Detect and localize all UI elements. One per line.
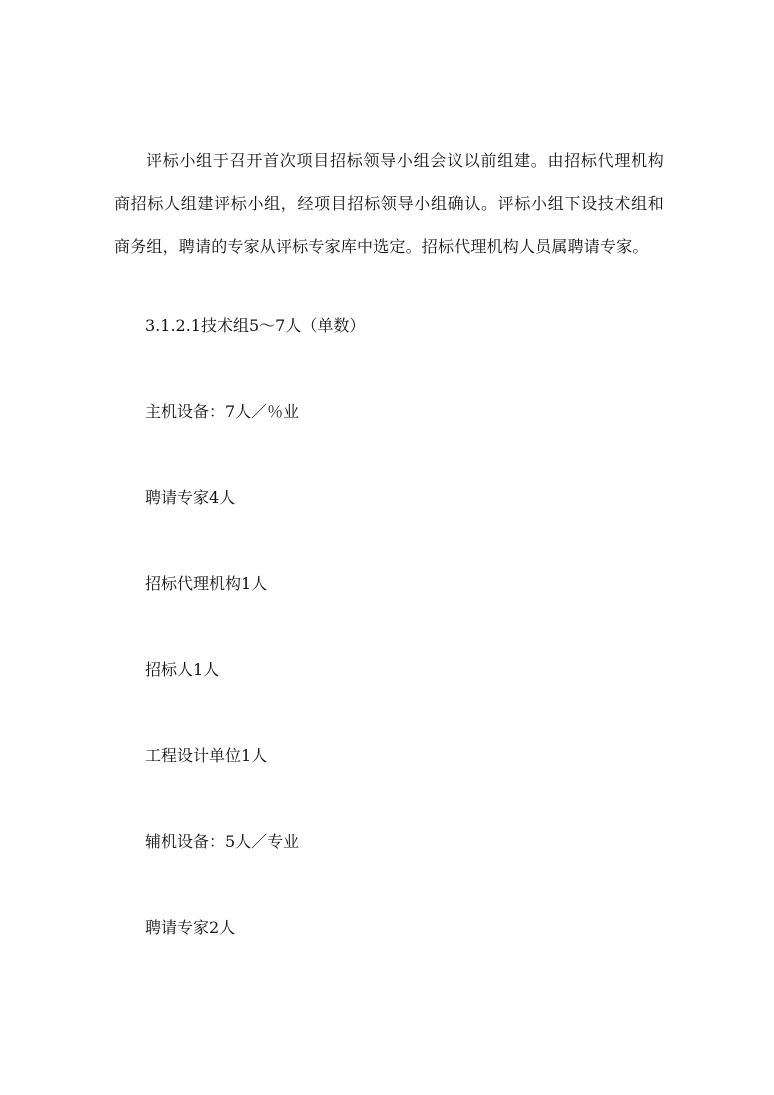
- design-unit-line: 工程设计单位1人: [145, 746, 268, 765]
- experts-line-2: 聘请专家2人: [145, 918, 236, 937]
- experts-line: 聘请专家4人: [145, 488, 236, 507]
- intro-paragraph: 评标小组于召开首次项目招标领导小组会议以前组建。由招标代理机构商招标人组建评标小组，经项目招标领导小组确认。评标小组下设技术组和商务组，聘请的专家从评标专家库中选定。招标代理机构人员属聘请专家。: [114, 151, 664, 256]
- main-equipment-line: 主机设备：7人／％业: [145, 402, 300, 421]
- agency-line: 招标代理机构1人: [145, 574, 268, 593]
- section-heading-technical-group: 3.1.2.1技术组5～7人（单数）: [145, 316, 366, 335]
- tenderer-line: 招标人1人: [145, 660, 220, 679]
- auxiliary-equipment-line: 辅机设备：5人／专业: [145, 832, 300, 851]
